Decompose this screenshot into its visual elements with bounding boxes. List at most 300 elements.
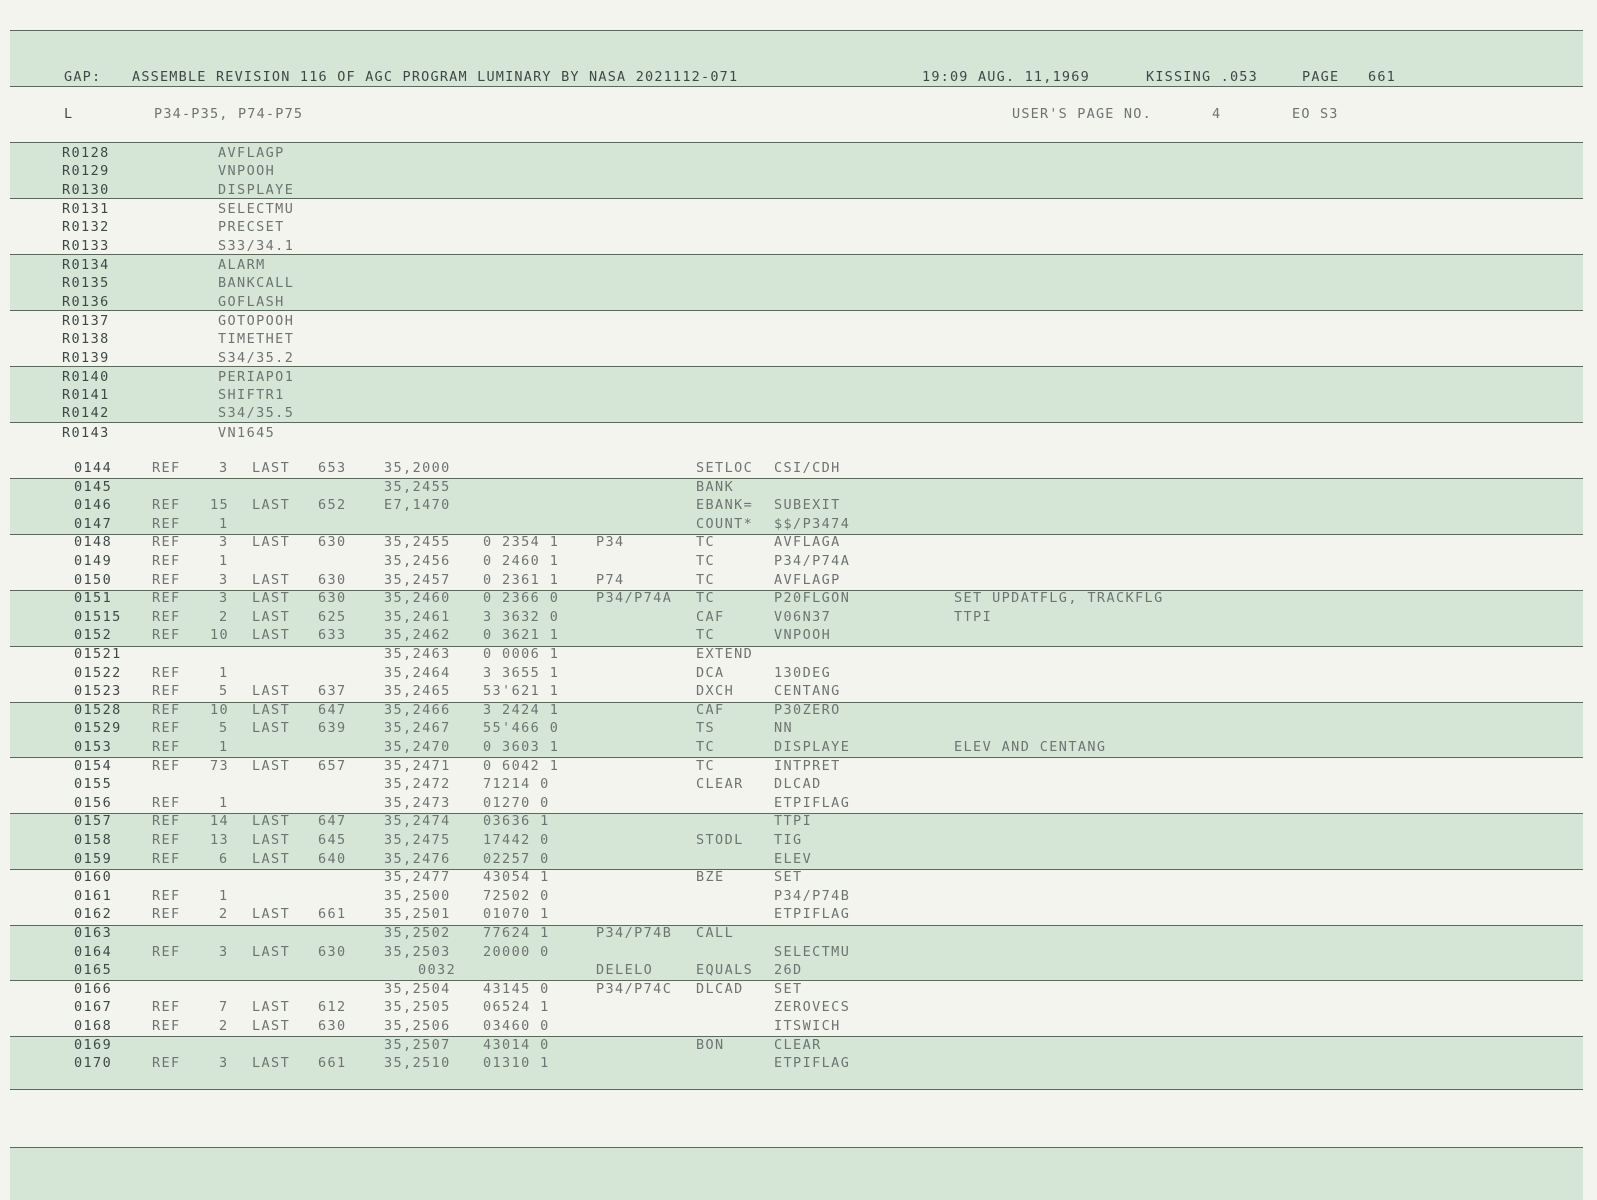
gap-label: GAP: xyxy=(64,69,102,85)
address: 35,2501 xyxy=(384,906,451,923)
line-number: 01515 xyxy=(74,608,122,625)
reference-id: R0131 xyxy=(62,201,110,217)
address: 35,2474 xyxy=(384,813,451,830)
ref-count: 3 xyxy=(219,1055,229,1072)
reference-row xyxy=(0,256,1597,274)
object-code: 43014 0 xyxy=(483,1036,550,1053)
rule xyxy=(10,1089,1583,1090)
reference-symbol: S34/35.2 xyxy=(218,350,295,366)
reference-id: R0130 xyxy=(62,182,110,198)
listing-row xyxy=(0,719,1597,737)
line-number: 0151 xyxy=(74,590,113,607)
listing-row xyxy=(0,626,1597,644)
last-label: LAST xyxy=(252,850,291,867)
listing-row xyxy=(0,850,1597,868)
reference-symbol: PRECSET xyxy=(218,219,285,235)
address: 35,2506 xyxy=(384,1018,451,1034)
rule xyxy=(10,86,1583,87)
last-page: 630 xyxy=(318,571,347,588)
operand: AVFLAGP xyxy=(774,571,841,588)
user-page-label: USER'S PAGE NO. xyxy=(1012,106,1152,122)
reference-id: R0133 xyxy=(62,238,110,254)
object-code: 43145 0 xyxy=(483,980,550,997)
address: 35,2477 xyxy=(384,869,451,886)
last-label: LAST xyxy=(252,497,291,514)
opcode: TS xyxy=(696,720,716,737)
opcode: BZE xyxy=(696,869,725,886)
last-label: LAST xyxy=(252,608,291,625)
page-number: 661 xyxy=(1368,69,1396,85)
ref-count: 3 xyxy=(219,534,229,551)
object-code: 72502 0 xyxy=(483,887,550,904)
object-code: 3 2424 1 xyxy=(483,701,560,718)
ref-label: REF xyxy=(152,627,181,644)
opcode: TC xyxy=(696,553,716,569)
last-page: 630 xyxy=(318,590,347,607)
last-label: LAST xyxy=(252,720,291,737)
ref-label: REF xyxy=(152,553,181,569)
comment: TTPI xyxy=(954,608,993,625)
listing-row xyxy=(0,980,1597,998)
address: 35,2507 xyxy=(384,1036,451,1053)
label: P34/P74C xyxy=(596,980,673,997)
operand: V06N37 xyxy=(774,608,832,625)
listing-row xyxy=(0,775,1597,793)
line-number: 0152 xyxy=(74,627,113,644)
listing-row xyxy=(0,1036,1597,1054)
ref-label: REF xyxy=(152,1055,181,1072)
opcode: TC xyxy=(696,739,716,755)
reference-symbol: ALARM xyxy=(218,257,266,273)
object-code: 0 0006 1 xyxy=(483,646,560,662)
ref-count: 6 xyxy=(219,850,229,867)
address: 35,2470 xyxy=(384,739,451,755)
label: P34 xyxy=(596,534,625,551)
address: 35,2500 xyxy=(384,887,451,904)
line-number: 0155 xyxy=(74,776,113,793)
listing-row xyxy=(0,868,1597,886)
label: P74 xyxy=(596,571,625,588)
reference-id: R0138 xyxy=(62,331,110,347)
reference-row xyxy=(0,200,1597,218)
line-number: 0167 xyxy=(74,999,113,1016)
reference-symbol: DISPLAYE xyxy=(218,182,295,198)
address: 35,2461 xyxy=(384,608,451,625)
line-number: 0169 xyxy=(74,1036,113,1053)
ref-count: 1 xyxy=(219,794,229,811)
reference-row xyxy=(0,162,1597,180)
ref-count: 1 xyxy=(219,739,229,755)
line-number: 01529 xyxy=(74,720,122,737)
last-label: LAST xyxy=(252,813,291,830)
reference-symbol: PERIAPO1 xyxy=(218,369,295,385)
last-label: LAST xyxy=(252,571,291,588)
rule xyxy=(10,1147,1583,1148)
ref-label: REF xyxy=(152,608,181,625)
object-code: 02257 0 xyxy=(483,850,550,867)
reference-symbol: BANKCALL xyxy=(218,275,295,291)
object-code: 01310 1 xyxy=(483,1055,550,1072)
ref-label: REF xyxy=(152,850,181,867)
operand: P20FLGON xyxy=(774,590,851,607)
ref-label: REF xyxy=(152,701,181,718)
section-flag: L xyxy=(64,106,74,122)
reference-id: R0139 xyxy=(62,350,110,366)
reference-id: R0142 xyxy=(62,405,110,421)
object-code: 43054 1 xyxy=(483,869,550,886)
kissing-label: KISSING .053 xyxy=(1146,69,1258,85)
reference-id: R0137 xyxy=(62,313,110,329)
address: E7,1470 xyxy=(384,497,451,514)
listing-row xyxy=(0,571,1597,589)
line-number: 0156 xyxy=(74,794,113,811)
ref-label: REF xyxy=(152,943,181,960)
ref-label: REF xyxy=(152,571,181,588)
line-number: 0148 xyxy=(74,534,113,551)
assemble-title: ASSEMBLE REVISION 116 OF AGC PROGRAM LUMINARY BY NASA 2021112-071 xyxy=(132,69,739,85)
user-page-number: 4 xyxy=(1212,106,1222,122)
ref-label: REF xyxy=(152,664,181,681)
object-code: 01070 1 xyxy=(483,906,550,923)
reference-symbol: S34/35.5 xyxy=(218,405,295,421)
operand: P30ZERO xyxy=(774,701,841,718)
ref-count: 13 xyxy=(210,832,230,848)
page-label: PAGE xyxy=(1302,69,1340,85)
footer-band xyxy=(10,1148,1583,1200)
operand: AVFLAGA xyxy=(774,534,841,551)
line-number: 0163 xyxy=(74,925,113,941)
label: P34/P74A xyxy=(596,590,673,607)
address: 35,2505 xyxy=(384,999,451,1016)
last-label: LAST xyxy=(252,590,291,607)
last-page: 647 xyxy=(318,701,347,718)
reference-symbol: SHIFTR1 xyxy=(218,387,285,403)
last-page: 652 xyxy=(318,497,347,514)
address: 35,2000 xyxy=(384,460,451,476)
opcode: DCA xyxy=(696,664,725,681)
address: 35,2473 xyxy=(384,794,451,811)
comment: SET UPDATFLG, TRACKFLG xyxy=(954,590,1164,607)
opcode: CLEAR xyxy=(696,776,744,793)
opcode: SETLOC xyxy=(696,460,754,476)
reference-row xyxy=(0,349,1597,367)
reference-id: R0143 xyxy=(62,425,110,441)
address: 35,2455 xyxy=(384,534,451,551)
listing-row xyxy=(0,924,1597,942)
ref-label: REF xyxy=(152,515,181,532)
opcode: CAF xyxy=(696,701,725,718)
reference-id: R0134 xyxy=(62,257,110,273)
operand: SET xyxy=(774,869,803,886)
listing-row xyxy=(0,496,1597,514)
listing-row xyxy=(0,459,1597,477)
address: 35,2460 xyxy=(384,590,451,607)
object-code: 0 3603 1 xyxy=(483,739,560,755)
reference-id: R0135 xyxy=(62,275,110,291)
last-page: 639 xyxy=(318,720,347,737)
operand: ELEV xyxy=(774,850,813,867)
ref-count: 7 xyxy=(219,999,229,1016)
last-label: LAST xyxy=(252,460,291,476)
label: DELELO xyxy=(596,962,654,979)
operand: DISPLAYE xyxy=(774,739,851,755)
line-number: 0165 xyxy=(74,962,113,979)
object-code: 55'466 0 xyxy=(483,720,560,737)
rule xyxy=(10,142,1583,143)
object-code: 17442 0 xyxy=(483,832,550,848)
line-number: 0153 xyxy=(74,739,113,755)
opcode: DXCH xyxy=(696,683,735,700)
operand: TTPI xyxy=(774,813,813,830)
line-number: 0145 xyxy=(74,478,113,495)
listing-row xyxy=(0,794,1597,812)
opcode: TC xyxy=(696,571,716,588)
object-code: 53'621 1 xyxy=(483,683,560,700)
line-number: 0170 xyxy=(74,1055,113,1072)
address: 35,2455 xyxy=(384,478,451,495)
line-number: 0146 xyxy=(74,497,113,514)
object-code: 77624 1 xyxy=(483,925,550,941)
ref-count: 1 xyxy=(219,515,229,532)
address: 35,2504 xyxy=(384,980,451,997)
listing-row xyxy=(0,831,1597,849)
operand: INTPRET xyxy=(774,757,841,774)
reference-symbol: S33/34.1 xyxy=(218,238,295,254)
eo-label: EO S3 xyxy=(1292,106,1339,122)
object-code: 0 2354 1 xyxy=(483,534,560,551)
reference-row xyxy=(0,404,1597,422)
reference-row xyxy=(0,144,1597,162)
operand: VNPOOH xyxy=(774,627,832,644)
listing-row xyxy=(0,1054,1597,1072)
last-label: LAST xyxy=(252,757,291,774)
ref-count: 10 xyxy=(210,627,230,644)
last-page: 657 xyxy=(318,757,347,774)
operand: CLEAR xyxy=(774,1036,822,1053)
last-page: 612 xyxy=(318,999,347,1016)
ref-label: REF xyxy=(152,887,181,904)
ref-count: 2 xyxy=(219,1018,229,1034)
object-code: 0 6042 1 xyxy=(483,757,560,774)
opcode: TC xyxy=(696,590,716,607)
object-code: 0 2366 0 xyxy=(483,590,560,607)
last-page: 640 xyxy=(318,850,347,867)
operand: NN xyxy=(774,720,794,737)
reference-row xyxy=(0,386,1597,404)
last-label: LAST xyxy=(252,906,291,923)
ref-label: REF xyxy=(152,720,181,737)
address: 35,2464 xyxy=(384,664,451,681)
operand: ETPIFLAG xyxy=(774,794,851,811)
opcode: TC xyxy=(696,757,716,774)
ref-count: 15 xyxy=(210,497,230,514)
listing-row xyxy=(0,738,1597,756)
ref-count: 1 xyxy=(219,887,229,904)
operand: SELECTMU xyxy=(774,943,851,960)
line-number: 0150 xyxy=(74,571,113,588)
operand: SET xyxy=(774,980,803,997)
line-number: 0157 xyxy=(74,813,113,830)
listing-row xyxy=(0,645,1597,663)
line-number: 01521 xyxy=(74,646,122,662)
reference-id: R0141 xyxy=(62,387,110,403)
listing-row xyxy=(0,1017,1597,1035)
operand: CENTANG xyxy=(774,683,841,700)
ref-count: 3 xyxy=(219,943,229,960)
ref-count: 1 xyxy=(219,553,229,569)
reference-row xyxy=(0,181,1597,199)
opcode: BANK xyxy=(696,478,735,495)
label: P34/P74B xyxy=(596,925,673,941)
reference-symbol: VN1645 xyxy=(218,425,276,441)
last-label: LAST xyxy=(252,683,291,700)
opcode: STODL xyxy=(696,832,744,848)
object-code: 0 2460 1 xyxy=(483,553,560,569)
object-code: 0 3621 1 xyxy=(483,627,560,644)
line-number: 0164 xyxy=(74,943,113,960)
listing-row xyxy=(0,998,1597,1016)
line-number: 0147 xyxy=(74,515,113,532)
reference-id: R0140 xyxy=(62,369,110,385)
listing-row xyxy=(0,905,1597,923)
reference-symbol: VNPOOH xyxy=(218,163,276,179)
ref-label: REF xyxy=(152,906,181,923)
address: 35,2502 xyxy=(384,925,451,941)
line-number: 0159 xyxy=(74,850,113,867)
ref-label: REF xyxy=(152,1018,181,1034)
rule xyxy=(10,30,1583,31)
object-code: 3 3655 1 xyxy=(483,664,560,681)
last-page: 630 xyxy=(318,943,347,960)
opcode: EXTEND xyxy=(696,646,754,662)
reference-id: R0136 xyxy=(62,294,110,310)
address: 35,2471 xyxy=(384,757,451,774)
ref-label: REF xyxy=(152,832,181,848)
ref-count: 2 xyxy=(219,608,229,625)
line-number: 0161 xyxy=(74,887,113,904)
listing-row xyxy=(0,943,1597,961)
reference-row xyxy=(0,237,1597,255)
ref-count: 14 xyxy=(210,813,230,830)
listing-row xyxy=(0,664,1597,682)
last-label: LAST xyxy=(252,1018,291,1034)
ref-label: REF xyxy=(152,757,181,774)
address: 35,2467 xyxy=(384,720,451,737)
last-label: LAST xyxy=(252,943,291,960)
ref-label: REF xyxy=(152,794,181,811)
address: 35,2465 xyxy=(384,683,451,700)
operand: ETPIFLAG xyxy=(774,1055,851,1072)
last-label: LAST xyxy=(252,701,291,718)
address: 35,2463 xyxy=(384,646,451,662)
ref-count: 10 xyxy=(210,701,230,718)
ref-count: 3 xyxy=(219,571,229,588)
ref-label: REF xyxy=(152,683,181,700)
object-code: 06524 1 xyxy=(483,999,550,1016)
ref-count: 3 xyxy=(219,590,229,607)
listing-row xyxy=(0,589,1597,607)
reference-id: R0132 xyxy=(62,219,110,235)
operand: 26D xyxy=(774,962,803,979)
address: 35,2472 xyxy=(384,776,451,793)
object-code: 3 3632 0 xyxy=(483,608,560,625)
address: 35,2476 xyxy=(384,850,451,867)
last-page: 630 xyxy=(318,534,347,551)
last-page: 637 xyxy=(318,683,347,700)
listing-row xyxy=(0,757,1597,775)
ref-count: 2 xyxy=(219,906,229,923)
ref-label: REF xyxy=(152,999,181,1016)
last-page: 647 xyxy=(318,813,347,830)
operand: DLCAD xyxy=(774,776,822,793)
listing-row xyxy=(0,812,1597,830)
section-header xyxy=(0,105,1597,123)
listing-row xyxy=(0,682,1597,700)
reference-row xyxy=(0,312,1597,330)
operand: TIG xyxy=(774,832,803,848)
opcode: COUNT* xyxy=(696,515,754,532)
opcode: CALL xyxy=(696,925,735,941)
ref-label: REF xyxy=(152,460,181,476)
operand: SUBEXIT xyxy=(774,497,841,514)
line-number: 0160 xyxy=(74,869,113,886)
object-code: 01270 0 xyxy=(483,794,550,811)
line-number: 0149 xyxy=(74,553,113,569)
rule xyxy=(10,422,1583,423)
reference-symbol: GOTOPOOH xyxy=(218,313,295,329)
operand: $$/P3474 xyxy=(774,515,851,532)
opcode: EQUALS xyxy=(696,962,754,979)
ref-count: 3 xyxy=(219,460,229,476)
line-number: 0154 xyxy=(74,757,113,774)
listing-row xyxy=(0,533,1597,551)
opcode: TC xyxy=(696,534,716,551)
reference-row xyxy=(0,368,1597,386)
opcode: BON xyxy=(696,1036,725,1053)
operand: CSI/CDH xyxy=(774,460,841,476)
listing-row xyxy=(0,961,1597,979)
ref-count: 1 xyxy=(219,664,229,681)
last-page: 633 xyxy=(318,627,347,644)
reference-id: R0128 xyxy=(62,145,110,161)
address: 35,2456 xyxy=(384,553,451,569)
reference-symbol: SELECTMU xyxy=(218,201,295,217)
reference-row xyxy=(0,274,1597,292)
listing-row xyxy=(0,608,1597,626)
last-page: 625 xyxy=(318,608,347,625)
reference-symbol: GOFLASH xyxy=(218,294,285,310)
object-code: 03636 1 xyxy=(483,813,550,830)
ref-label: REF xyxy=(152,497,181,514)
line-number: 0158 xyxy=(74,832,113,848)
operand: P34/P74B xyxy=(774,887,851,904)
reference-id: R0129 xyxy=(62,163,110,179)
last-label: LAST xyxy=(252,1055,291,1072)
opcode: CAF xyxy=(696,608,725,625)
last-page: 653 xyxy=(318,460,347,476)
operand: ZEROVECS xyxy=(774,999,851,1016)
line-number: 01528 xyxy=(74,701,122,718)
listing-row xyxy=(0,701,1597,719)
object-code: 0 2361 1 xyxy=(483,571,560,588)
line-number: 0144 xyxy=(74,460,113,476)
address: 35,2466 xyxy=(384,701,451,718)
line-number: 0168 xyxy=(74,1018,113,1034)
object-code: 20000 0 xyxy=(483,943,550,960)
ref-count: 5 xyxy=(219,683,229,700)
line-number: 0162 xyxy=(74,906,113,923)
operand: ITSWICH xyxy=(774,1018,841,1034)
